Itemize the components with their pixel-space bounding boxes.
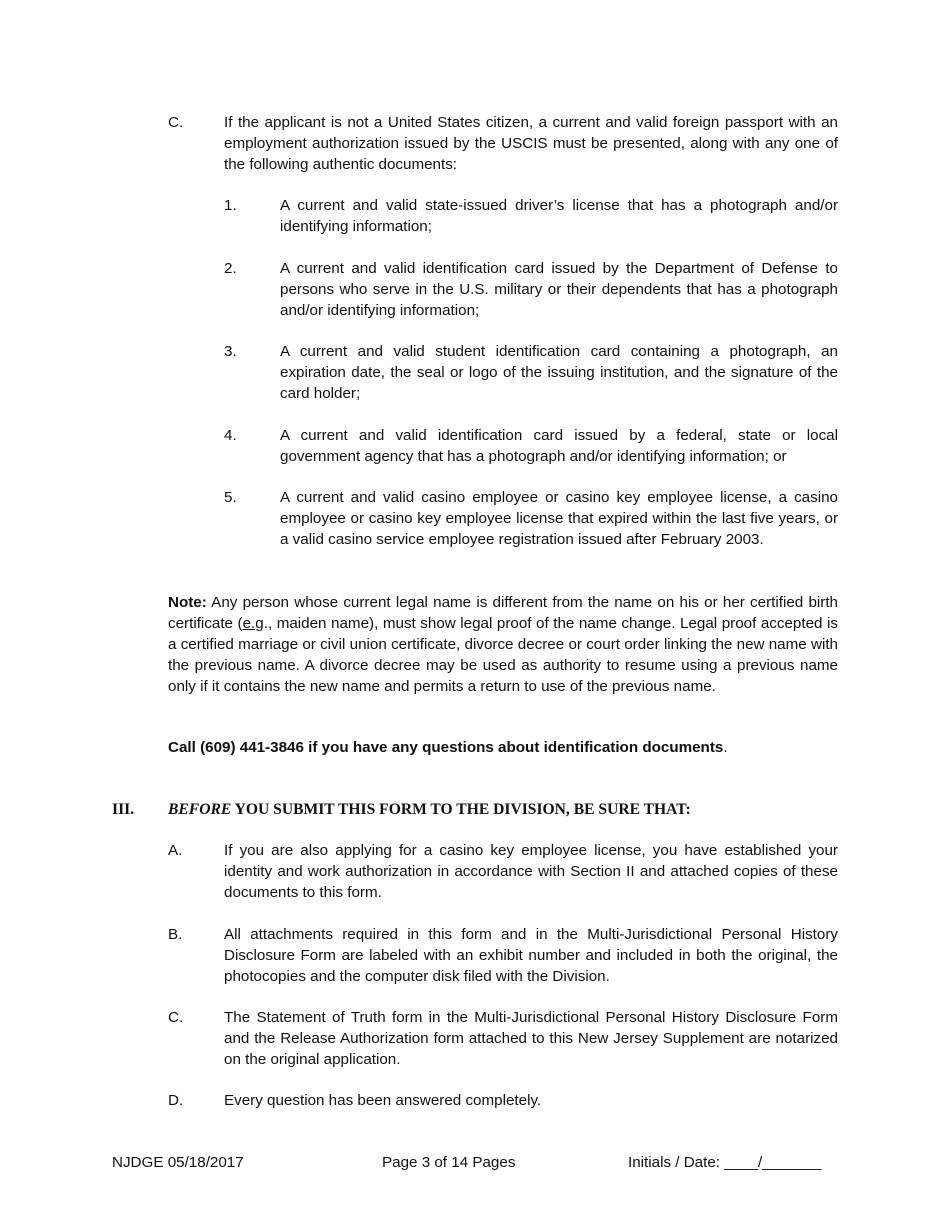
checklist-item-label: A. [168, 842, 183, 859]
list-item-text: A current and valid state-issued driver’s license that has a photograph and/or identifying information; [280, 197, 838, 235]
list-item-number: 5. [224, 489, 237, 506]
list-item-number: 4. [224, 427, 237, 444]
checklist-item [168, 1090, 838, 1111]
list-item [224, 425, 838, 467]
section-3-title [168, 799, 691, 820]
section-3-title-rest: YOU SUBMIT THIS FORM TO THE DIVISION, BE SURE THAT: [231, 801, 691, 818]
list-item [224, 487, 838, 550]
checklist-item-label: B. [168, 926, 183, 943]
list-item-text: A current and valid student identification card containing a photograph, an expiration date, the seal or logo of the issuing institution, and the signature of the card holder; [280, 343, 838, 402]
section-c [168, 112, 838, 175]
list-item-text: A current and valid casino employee or casino key employee license, a casino employee or casino key employee license that expired within the last five years, or a valid casino service employee registration issued after February 2003. [280, 489, 838, 548]
checklist-item-label: D. [168, 1092, 184, 1109]
section-c-label: C. [168, 114, 184, 131]
list-item-number: 2. [224, 260, 237, 277]
section-3-title-italic: BEFORE [168, 801, 232, 818]
section-3-number: III. [112, 801, 135, 818]
call-notice-period: . [723, 739, 728, 756]
checklist-item [168, 1007, 838, 1070]
checklist-item-label: C. [168, 1009, 184, 1026]
note-paragraph [168, 592, 838, 697]
call-notice-bold: Call (609) 441-3846 if you have any questions about identification documents [168, 739, 724, 756]
checklist-item [168, 840, 838, 903]
checklist-item-text: All attachments required in this form and in the Multi-Jurisdictional Personal History Disclosure Form are labeled with an exhibit number and included in both the original, the photocopies and the computer disk filed with the Division. [224, 926, 838, 985]
list-item-number: 1. [224, 197, 237, 214]
list-item [224, 195, 838, 237]
checklist-item-text: If you are also applying for a casino key employee license, you have established your identity and work authorization in accordance with Section II and attached copies of these documents to this form. [224, 842, 838, 901]
note-text-before: Any person whose current legal name is different from the name on his or her certified birth certificate ( [168, 594, 838, 632]
list-item-number: 3. [224, 343, 237, 360]
form-id: NJDGE 05/18/2017 [112, 1154, 244, 1171]
page-number: Page 3 of 14 Pages [382, 1154, 516, 1171]
section-c-text: If the applicant is not a United States citizen, a current and valid foreign passport with an employment authorization issued by the USCIS must be presented, along with any one of the following authentic documents: [224, 114, 838, 173]
call-notice [168, 737, 838, 758]
list-item-text: A current and valid identification card issued by the Department of Defense to persons who serve in the U.S. military or their dependents that has a photograph and/or identifying information; [280, 260, 838, 319]
page-footer [112, 1152, 838, 1174]
initials-date-field[interactable]: Initials / Date: ____/_______ [628, 1154, 822, 1171]
note-label: Note: [168, 594, 207, 611]
checklist-item [168, 924, 838, 987]
checklist-item-text: The Statement of Truth form in the Multi-Jurisdictional Personal History Disclosure Form and the Release Authorization form attached to this New Jersey Supplement are notarized on the original application. [224, 1009, 838, 1068]
note-eg: e.g [242, 615, 264, 632]
section-3-heading [112, 799, 838, 820]
list-item [224, 341, 838, 404]
note-text-after: ., maiden name), must show legal proof of the name change. Legal proof accepted is a certified marriage or civil union certificate, divorce decree or court order linking the new name with the previous name. A divorce decree may be used as authority to resume using a previous name only if it contains the new name and permits a return to use of the previous name. [168, 615, 838, 695]
list-item [224, 258, 838, 321]
list-item-text: A current and valid identification card issued by a federal, state or local government agency that has a photograph and/or identifying information; or [280, 427, 838, 465]
checklist-item-text: Every question has been answered completely. [224, 1092, 542, 1109]
